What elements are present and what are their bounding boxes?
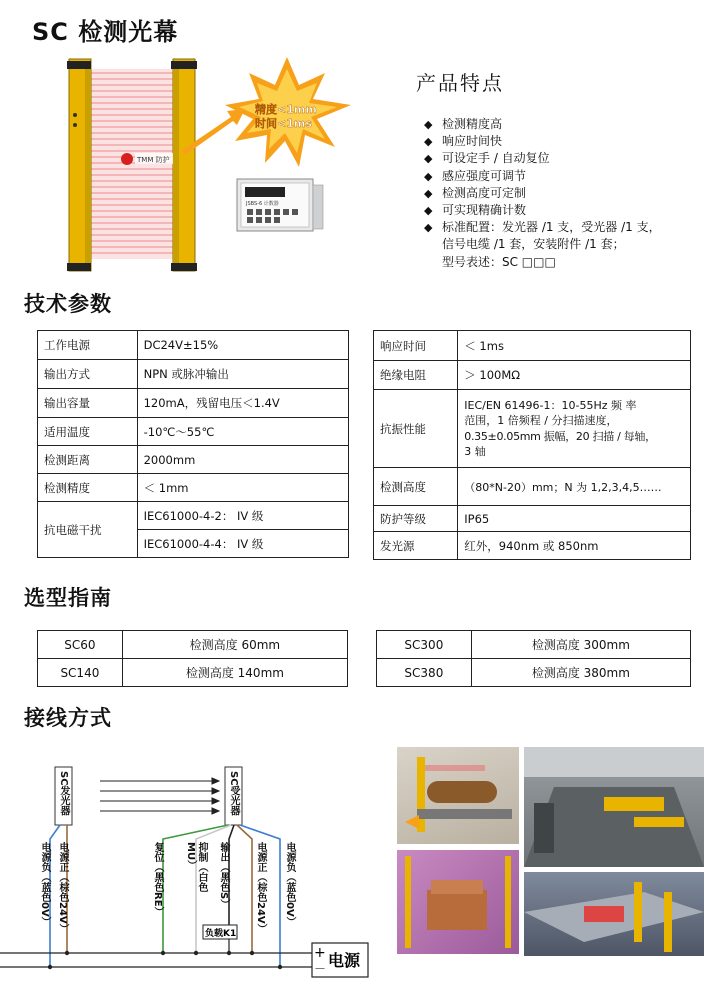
burst-text-2: 时间<1ms xyxy=(255,117,312,130)
tech-heading: 技术参数 xyxy=(24,292,112,316)
power-minus: － xyxy=(314,962,327,976)
indicator-dot xyxy=(121,153,133,165)
table-row: 检测精度 ＜ 1mm xyxy=(38,474,349,502)
table-row: 检测距离 2000mm xyxy=(38,446,349,474)
selection-table-left xyxy=(37,630,348,687)
feature-item: ◆ 检测高度可定制 xyxy=(424,185,527,200)
emitter-bar xyxy=(67,59,91,271)
table-row: 抗振性能 IEC/EN 61496-1：10-55Hz 频 率 范围，1 倍频程 / 分扫描速度， 0.35±0.05mm 振幅，20 扫描 / 每轴， 3 轴 xyxy=(374,390,691,468)
application-photo-2 xyxy=(524,747,704,867)
table-row: SC140 检测高度 140mm xyxy=(38,659,348,687)
table-row: 输出容量 120mA，残留电压＜1.4V xyxy=(38,389,349,418)
selection-table-right xyxy=(376,630,691,687)
wire-label-emitter-pos: 电源正（棕色24V） xyxy=(57,842,68,934)
wire-label-emitter-neg: 电源负（蓝色0V） xyxy=(39,842,50,927)
power-label: 电源 xyxy=(328,951,361,970)
table-row: 绝缘电阻 ＞ 100MΩ xyxy=(374,361,691,390)
receiver-brown-wire xyxy=(237,825,252,953)
wire-label-output: 输出（黑色S） xyxy=(218,842,229,910)
svg-text:JSBS-6 计数器: JSBS-6 计数器 xyxy=(246,201,279,207)
selection-heading: 选型指南 xyxy=(24,586,112,610)
wiring-heading: 接线方式 xyxy=(24,706,112,730)
application-photo-1 xyxy=(397,747,519,844)
table-row: 输出方式 NPN 或脉冲输出 xyxy=(38,360,349,389)
controller-box xyxy=(237,179,323,231)
table-row: 工作电源 DC24V±15% xyxy=(38,331,349,360)
receiver-bar xyxy=(171,59,197,271)
table-row: 发光源 红外，940nm 或 850nm xyxy=(374,532,691,560)
table-row: 抗电磁干扰 IEC61000-4-2： IV 级 xyxy=(38,502,349,530)
table-row: SC300 检测高度 300mm xyxy=(377,631,691,659)
tech-table-left xyxy=(37,330,349,558)
burst-text-1: 精度<1mm xyxy=(255,103,317,116)
light-curtain-illustration xyxy=(55,55,355,285)
page-title: SC 检测光幕 xyxy=(32,18,179,46)
table-row: SC380 检测高度 380mm xyxy=(377,659,691,687)
features-list xyxy=(424,116,719,271)
wire-label-reset: 复位（黑色RE） xyxy=(152,842,163,917)
table-row: 适用温度 -10℃～55℃ xyxy=(38,418,349,446)
feature-item: ◆ 标准配置：发光器 /1 支，受光器 /1 支， xyxy=(424,220,661,235)
table-row: SC60 检测高度 60mm xyxy=(38,631,348,659)
emitter-label: SC发光器 xyxy=(58,771,69,816)
feature-item-cont: 型号表述：SC □□□ xyxy=(442,254,556,269)
application-photo-4 xyxy=(524,872,704,956)
feature-item: ◆ 可设定手 / 自动复位 xyxy=(424,151,550,166)
wire-label-inhibit: 抑制（白色MU） xyxy=(185,842,207,892)
tech-table-right xyxy=(373,330,691,560)
table-row: IEC61000-4-4： IV 级 xyxy=(38,530,349,558)
output-wire xyxy=(229,825,234,925)
table-row: 响应时间 ＜ 1ms xyxy=(374,331,691,361)
wire-label-receiver-neg: 电源负（蓝色0V） xyxy=(284,842,295,927)
feature-item-cont: 信号电缆 /1 套，安装附件 /1 套； xyxy=(442,237,625,252)
table-row: 检测高度 （80*N-20）mm；N 为 1,2,3,4,5…… xyxy=(374,468,691,506)
product-image xyxy=(55,55,355,285)
features-heading: 产品特点 xyxy=(416,71,504,95)
receiver-label: SC受光器 xyxy=(228,771,239,816)
feature-item: ◆ 响应时间快 xyxy=(424,134,503,149)
sensor-label: TMM 防护 xyxy=(137,156,170,164)
beam-arrows xyxy=(100,778,219,814)
feature-item: ◆ 检测精度高 xyxy=(424,117,503,131)
wire-label-receiver-pos: 电源正（棕色24V） xyxy=(255,842,266,934)
load-label: 负载K1 xyxy=(205,929,237,939)
feature-item: ◆ 感应强度可调节 xyxy=(424,168,527,183)
table-row: 防护等级 IP65 xyxy=(374,506,691,532)
application-photo-3 xyxy=(397,850,519,954)
power-plus: + xyxy=(314,945,326,961)
feature-item: ◆ 可实现精确计数 xyxy=(424,203,527,218)
